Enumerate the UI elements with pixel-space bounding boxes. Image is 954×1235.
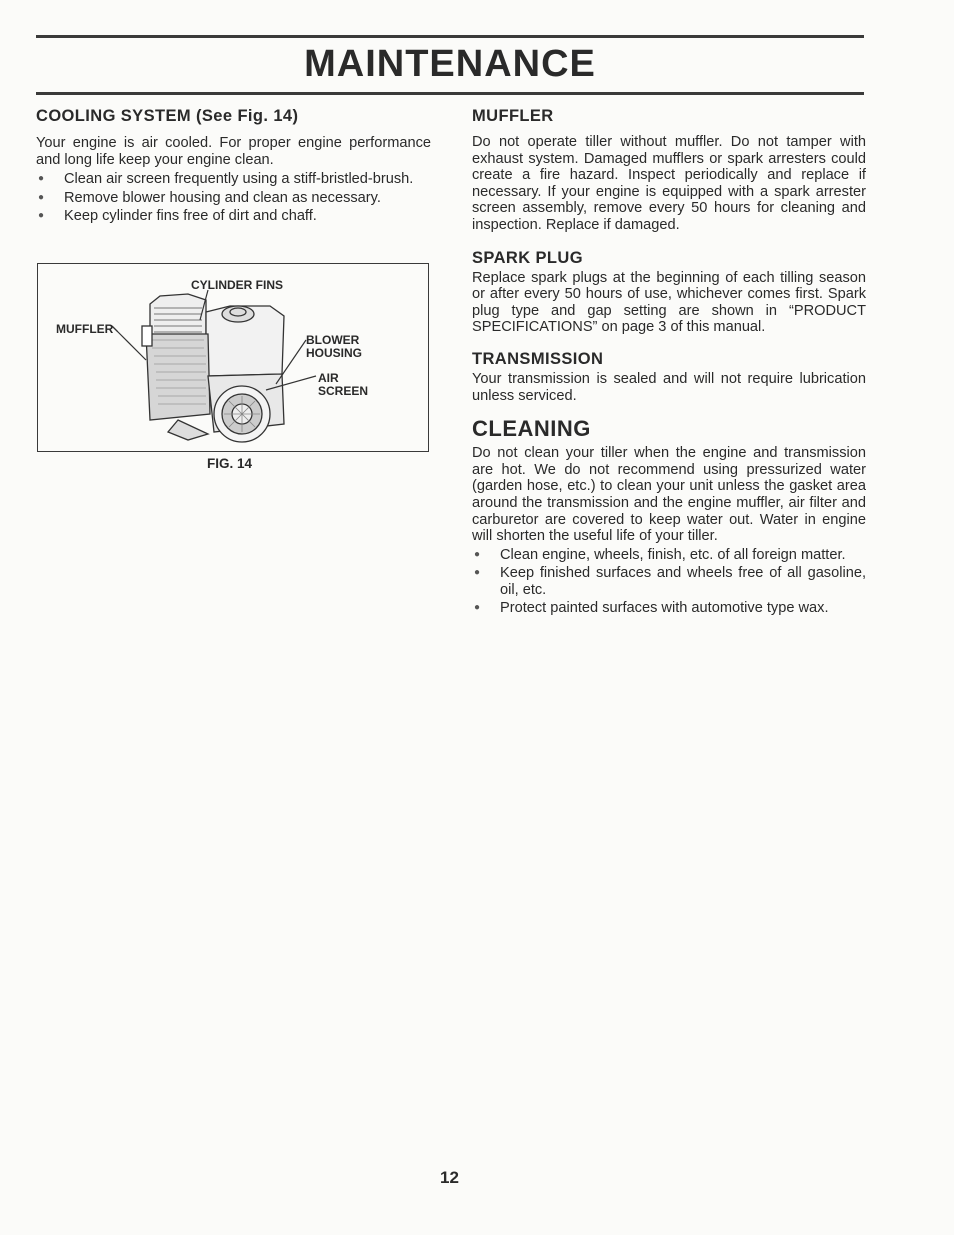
spark-plug-heading: SPARK PLUG	[472, 248, 583, 267]
muffler-heading: MUFFLER	[472, 107, 554, 125]
list-item: ● Keep finished surfaces and wheels free of all gasoline, oil, etc.	[474, 565, 866, 598]
transmission-text: Your transmission is sealed and will not require lubrication unless serviced.	[472, 370, 866, 404]
list-item: ● Keep cylinder fins free of dirt and chaff.	[38, 208, 317, 225]
label-cylinder-fins: CYLINDER FINS	[191, 278, 284, 292]
label-blower-housing: BLOWER HOUSING	[306, 333, 363, 360]
spark-plug-text: Replace spark plugs at the beginning of each tilling season or after every 50 hours of use, whichever comes first. Spark plug type and gap setting are shown in “PRODUCT SPECIFICATIONS” on page 3 of this manual.	[472, 269, 866, 336]
figure-14-frame	[37, 263, 429, 452]
list-item: ● Clean air screen frequently using a stiff-bristled-brush.	[38, 171, 414, 188]
cooling-bullets	[36, 171, 431, 225]
page-title: MAINTENANCE	[304, 43, 596, 85]
transmission-heading: TRANSMISSION	[472, 349, 604, 368]
list-item: ● Clean engine, wheels, finish, etc. of all foreign matter.	[474, 546, 846, 563]
muffler-text: Do not operate tiller without muffler. Do not tamper with exhaust system. Damaged mufflers or spark arresters could create a fire hazard. Inspect periodically and replace if necessary. If your engine is equipped with a spark arrester screen assembly, remove every 50 hours for cleaning and inspection. Replace if damaged.	[472, 134, 866, 233]
cleaning-bullets	[472, 547, 866, 617]
label-muffler: MUFFLER	[56, 322, 114, 336]
cooling-intro: Your engine is air cooled. For proper engine performance and long life keep your engine clean.	[36, 135, 431, 168]
title-underline	[36, 92, 864, 95]
label-air-screen: AIR SCREEN	[318, 371, 369, 398]
list-item: ● Remove blower housing and clean as necessary.	[38, 189, 381, 206]
page-number: 12	[440, 1168, 459, 1187]
list-item: ● Protect painted surfaces with automotive type wax.	[474, 600, 829, 617]
cleaning-heading: CLEANING	[472, 416, 591, 442]
top-rule	[36, 35, 864, 38]
cleaning-text: Do not clean your tiller when the engine and transmission are hot. We do not recommend using pressurized water (garden hose, etc.) to clean your unit unless the gasket area around the transmission and the engine muffler, air filter and carburetor are covered to keep water out. Water in engine will shorten the useful life of your tiller.	[472, 445, 866, 545]
left-column	[36, 104, 431, 225]
right-column	[472, 104, 866, 617]
cooling-heading: COOLING SYSTEM (See Fig. 14)	[36, 107, 299, 125]
figure-caption: FIG. 14	[207, 456, 253, 471]
